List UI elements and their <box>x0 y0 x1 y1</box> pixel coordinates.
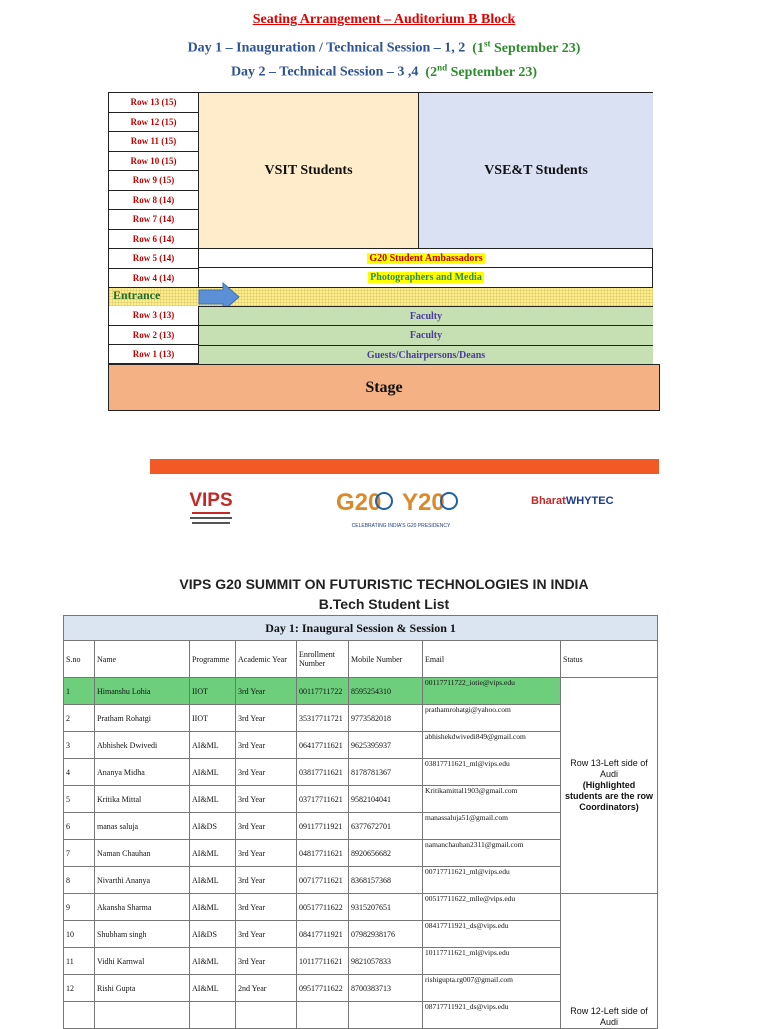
cell-prog: AI&DS <box>190 813 236 840</box>
row-label: Row 7 (14) <box>109 210 198 230</box>
cell-prog: AI&ML <box>190 732 236 759</box>
status-note: (Highlighted students are the row Coordinators) <box>565 780 654 812</box>
cell-sno: 7 <box>64 840 95 867</box>
cell-mobile: 9773582018 <box>349 705 423 732</box>
seating-chart <box>108 92 653 364</box>
cell-year: 3rd Year <box>236 678 297 705</box>
cell-prog: AI&ML <box>190 759 236 786</box>
cell-mobile: 8700383713 <box>349 975 423 1002</box>
cell-email: 00517711622_mlle@vips.edu <box>423 894 561 921</box>
row-label: Row 8 (14) <box>109 191 198 211</box>
status-text: Row 13-Left side of Audi <box>570 758 648 779</box>
column-header: Email <box>423 641 561 678</box>
banner-top-bar <box>150 459 659 474</box>
vsit-students-block: VSIT Students <box>199 93 419 248</box>
cell-sno: 2 <box>64 705 95 732</box>
cell-sno: 5 <box>64 786 95 813</box>
row-label: Row 4 (14) <box>109 269 198 289</box>
cell-year: 3rd Year <box>236 867 297 894</box>
cell-name: Shubham singh <box>95 921 190 948</box>
cell-sno: 9 <box>64 894 95 921</box>
row-label: Row 11 (15) <box>109 132 198 152</box>
cell-mobile: 6377672701 <box>349 813 423 840</box>
cell-mobile <box>349 1002 423 1029</box>
cell-prog: AI&ML <box>190 840 236 867</box>
entrance-band <box>109 287 653 306</box>
row-label: Row 12 (15) <box>109 113 198 133</box>
bharatwhytec-logo: BharatWHYTEC <box>531 495 614 507</box>
cell-sno: 3 <box>64 732 95 759</box>
faculty-band-1: Faculty <box>199 306 653 325</box>
cell-mobile: 8920656682 <box>349 840 423 867</box>
cell-prog <box>190 1002 236 1029</box>
cell-email: 10117711621_ml@vips.edu <box>423 948 561 975</box>
cell-name: Abhishek Dwivedi <box>95 732 190 759</box>
cell-mobile: 8595254310 <box>349 678 423 705</box>
cell-mobile: 9315207651 <box>349 894 423 921</box>
table-row <box>64 894 658 921</box>
cell-year: 2nd Year <box>236 975 297 1002</box>
cell-year: 3rd Year <box>236 732 297 759</box>
cell-year: 3rd Year <box>236 894 297 921</box>
student-table <box>63 615 658 1029</box>
cell-name: Naman Chauhan <box>95 840 190 867</box>
g20-ambassadors-band: G20 Student Ambassadors <box>199 248 653 267</box>
cell-sno: 11 <box>64 948 95 975</box>
svg-text:VIPS: VIPS <box>189 490 233 511</box>
entrance-label: Entrance <box>113 288 161 302</box>
cell-name: Vidhi Karnwal <box>95 948 190 975</box>
main-title: Seating Arrangement – Auditorium B Block <box>252 12 516 27</box>
cell-enroll: 00717711621 <box>297 867 349 894</box>
cell-email: 00117711722_iotie@vips.edu <box>423 678 561 705</box>
cell-sno: 4 <box>64 759 95 786</box>
photographers-band: Photographers and Media <box>199 267 653 287</box>
svg-text:CELEBRATING INDIA'S G20 PRESID: CELEBRATING INDIA'S G20 PRESIDENCY <box>351 523 451 529</box>
cell-enroll: 09117711921 <box>297 813 349 840</box>
guests-band: Guests/Chairpersons/Deans <box>199 345 653 364</box>
cell-year: 3rd Year <box>236 948 297 975</box>
svg-text:Y20: Y20 <box>402 489 445 516</box>
cell-prog: AI&ML <box>190 867 236 894</box>
cell-mobile: 9582104041 <box>349 786 423 813</box>
summit-subtitle: B.Tech Student List <box>318 596 450 612</box>
row-label: Row 2 (13) <box>109 326 198 346</box>
row-label: Row 1 (13) <box>109 345 198 365</box>
table-body <box>64 678 658 1029</box>
cell-enroll: 03817711621 <box>297 759 349 786</box>
cell-year: 3rd Year <box>236 759 297 786</box>
cell-sno: 8 <box>64 867 95 894</box>
table-header-row <box>64 641 658 678</box>
column-header: Academic Year <box>236 641 297 678</box>
cell-sno: 1 <box>64 678 95 705</box>
status-row12: Row 12-Left side of Audi <box>561 894 658 1029</box>
row-label: Row 3 (13) <box>109 306 198 326</box>
column-header: Status <box>561 641 658 678</box>
cell-enroll: 04817711621 <box>297 840 349 867</box>
cell-name <box>95 1002 190 1029</box>
column-header: Enrollment Number <box>297 641 349 678</box>
cell-name: Himanshu Lohia <box>95 678 190 705</box>
cell-year <box>236 1002 297 1029</box>
cell-mobile: 8178781367 <box>349 759 423 786</box>
summit-title: VIPS G20 SUMMIT ON FUTURISTIC TECHNOLOGIES IN INDIA <box>179 576 589 592</box>
cell-email: 08417711921_ds@vips.edu <box>423 921 561 948</box>
cell-mobile: 07982938176 <box>349 921 423 948</box>
cell-sno: 12 <box>64 975 95 1002</box>
cell-prog: AI&ML <box>190 975 236 1002</box>
vips-logo <box>186 486 236 530</box>
cell-enroll <box>297 1002 349 1029</box>
svg-text:G20: G20 <box>336 489 382 516</box>
cell-name: Nivarthi Ananya <box>95 867 190 894</box>
cell-mobile: 9625395937 <box>349 732 423 759</box>
g20-y20-logo <box>334 484 468 532</box>
row-label: Row 5 (14) <box>109 249 198 269</box>
cell-enroll: 35317711721 <box>297 705 349 732</box>
cell-prog: AI&DS <box>190 921 236 948</box>
cell-enroll: 00517711622 <box>297 894 349 921</box>
cell-email: prathamrohatgi@yahoo.com <box>423 705 561 732</box>
row-label: Row 9 (15) <box>109 171 198 191</box>
cell-name: Kritika Mittal <box>95 786 190 813</box>
row-label: Row 6 (14) <box>109 230 198 250</box>
cell-sno <box>64 1002 95 1029</box>
cell-prog: AI&ML <box>190 786 236 813</box>
column-header: S.no <box>64 641 95 678</box>
column-header: Programme <box>190 641 236 678</box>
cell-enroll: 06417711621 <box>297 732 349 759</box>
cell-name: Rishi Gupta <box>95 975 190 1002</box>
cell-mobile: 9821057833 <box>349 948 423 975</box>
cell-mobile: 8368157368 <box>349 867 423 894</box>
column-header: Mobile Number <box>349 641 423 678</box>
cell-year: 3rd Year <box>236 786 297 813</box>
cell-prog: AI&ML <box>190 948 236 975</box>
cell-name: Ananya Midha <box>95 759 190 786</box>
cell-email: 00717711621_ml@vips.edu <box>423 867 561 894</box>
cell-email: 03817711621_ml@vips.edu <box>423 759 561 786</box>
cell-prog: IIOT <box>190 705 236 732</box>
cell-name: manas saluja <box>95 813 190 840</box>
cell-name: Akansha Sharma <box>95 894 190 921</box>
cell-year: 3rd Year <box>236 705 297 732</box>
cell-year: 3rd Year <box>236 921 297 948</box>
faculty-band-2: Faculty <box>199 325 653 345</box>
cell-email: abhishekdwivedi849@gmail.com <box>423 732 561 759</box>
column-header: Name <box>95 641 190 678</box>
cell-prog: IIOT <box>190 678 236 705</box>
cell-enroll: 08417711921 <box>297 921 349 948</box>
vset-students-block: VSE&T Students <box>419 93 653 248</box>
cell-name: Pratham Rohatgi <box>95 705 190 732</box>
day2-heading: Day 2 – Technical Session – 3 ,4 (2nd September 23) <box>230 62 538 80</box>
status-row13 <box>561 678 658 894</box>
row-label: Row 10 (15) <box>109 152 198 172</box>
cell-sno: 10 <box>64 921 95 948</box>
cell-email: Kritikamittal1903@gmail.com <box>423 786 561 813</box>
row-label: Row 13 (15) <box>109 93 198 113</box>
table-row <box>64 678 658 705</box>
cell-enroll: 09517711622 <box>297 975 349 1002</box>
cell-email: 08717711921_ds@vips.edu <box>423 1002 561 1029</box>
cell-email: rishigupta.rg007@gmail.com <box>423 975 561 1002</box>
day1-heading: Day 1 – Inauguration / Technical Session – 1, 2 (1st September 23) <box>187 38 581 56</box>
stage-block: Stage <box>108 364 660 411</box>
cell-sno: 6 <box>64 813 95 840</box>
cell-email: namanchauhan2311@gmail.com <box>423 840 561 867</box>
cell-prog: AI&ML <box>190 894 236 921</box>
cell-email: manassaluja51@gmail.com <box>423 813 561 840</box>
cell-enroll: 10117711621 <box>297 948 349 975</box>
cell-enroll: 03717711621 <box>297 786 349 813</box>
cell-year: 3rd Year <box>236 813 297 840</box>
table-caption: Day 1: Inaugural Session & Session 1 <box>64 616 658 641</box>
cell-year: 3rd Year <box>236 840 297 867</box>
cell-enroll: 00117711722 <box>297 678 349 705</box>
